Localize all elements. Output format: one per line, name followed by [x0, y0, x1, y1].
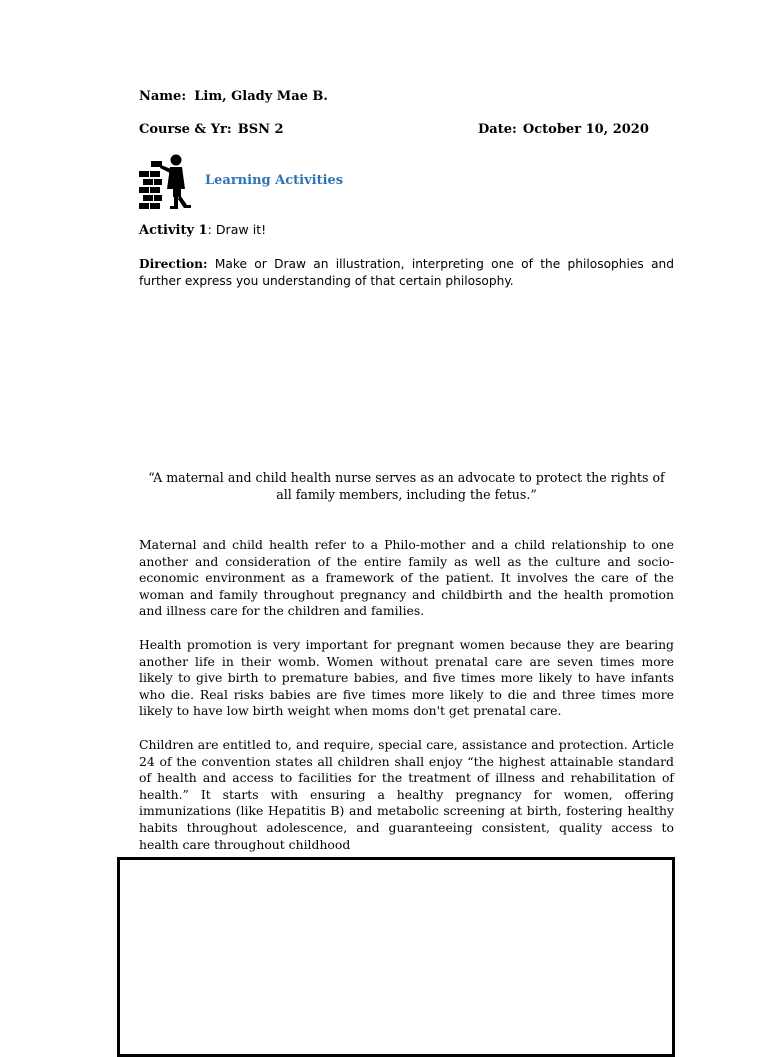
activity-label: Activity 1 [139, 223, 208, 238]
drawing-box [117, 857, 675, 1057]
course-label: Course & Yr: [139, 122, 232, 137]
paragraph-health-promotion: Health promotion is very important for pregnant women because they are bearing another life in their womb. Women without prenatal care are seven times more likely to give birth to premature babies, and five times more likely to have infants who die. Real risks babies are five times more likely to die and three times more likely to have low birth weight when moms don't get prenatal care. [139, 637, 674, 719]
philosophy-quote: “A maternal and child health nurse serves as an advocate to protect the rights of all family members, including the fetus.” [148, 470, 665, 502]
worker-building-wall-icon [137, 153, 195, 211]
direction-label: Direction: [139, 257, 208, 271]
paragraph-children-rights: Children are entitled to, and require, special care, assistance and protection. Article 24 of the convention states all children shall enjoy “the highest attainable standard of health and access to facilities for the treatment of illness and rehabilitation of health.” It starts with ensuring a healthy pregnancy for women, offering immunizations (like Hepatitis B) and metabolic screening at birth, fostering healthy habits throughout adolescence, and guaranteeing consistent, quality access to health care throughout childhood [139, 737, 674, 852]
course-line [139, 121, 284, 138]
date-line [478, 121, 649, 138]
direction-text: Make or Draw an illustration, interpreting one of the philosophies and further express you understanding of that certain philosophy. [139, 257, 674, 288]
name-line [139, 88, 328, 105]
direction-paragraph [139, 256, 674, 289]
course-value: BSN 2 [237, 122, 284, 137]
date-label: Date: [478, 122, 517, 137]
activity-line [139, 221, 266, 239]
paragraph-maternal-child-health: Maternal and child health refer to a Philo-mother and a child relationship to one another and consideration of the entire family as well as the culture and socio-economic environment as a framework of the patient. It involves the care of the woman and family throughout pregnancy and childbirth and the health promotion and illness care for the children and families. [139, 537, 674, 619]
section-title: Learning Activities [205, 173, 344, 188]
name-value: Lim, Glady Mae B. [194, 89, 328, 104]
activity-text: : Draw it! [207, 222, 267, 237]
name-label: Name: [139, 89, 187, 104]
date-value: October 10, 2020 [522, 122, 649, 137]
